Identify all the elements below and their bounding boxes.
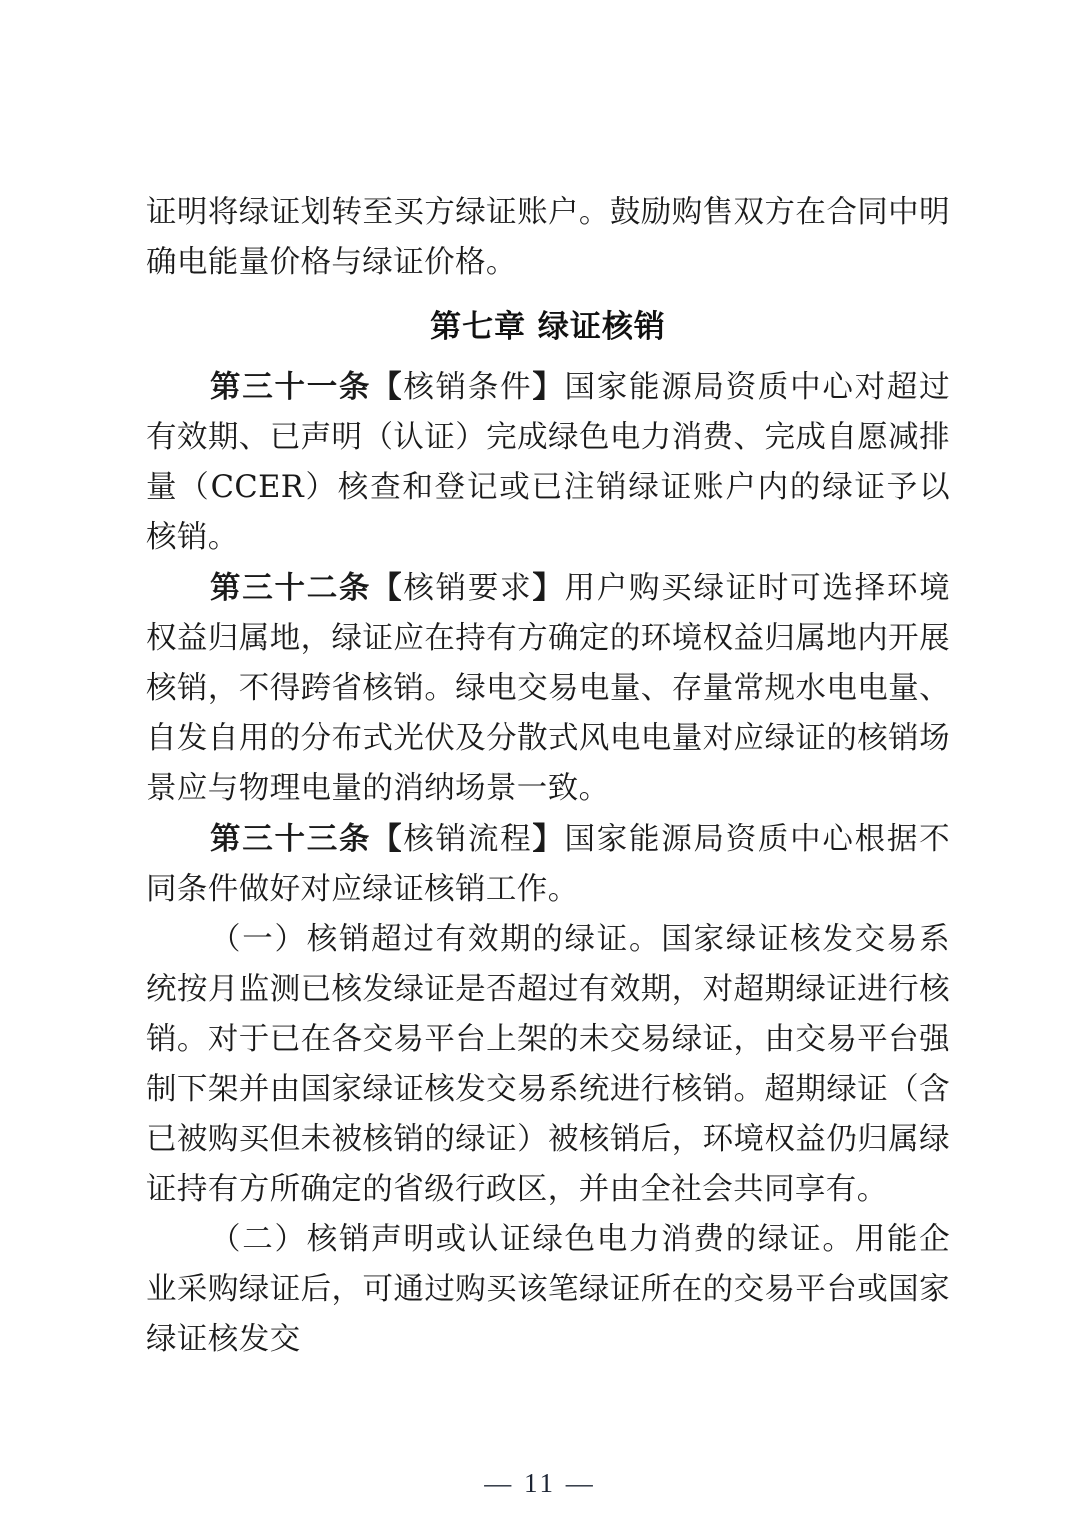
article-body-32: 用户购买绿证时可选择环境权益归属地，绿证应在持有方确定的环境权益归属地内开展核销，不得跨省核销。绿电交易电量、存量常规水电电量、自发自用的分布式光伏及分散式风电电量对应绿证的核销场景应与物理电量的消纳场景一致。 bbox=[146, 571, 950, 806]
article-bracket-open-31: 【 bbox=[371, 369, 404, 405]
article-bracket-open-32: 【 bbox=[371, 570, 404, 606]
page-number: — 11 — bbox=[484, 1468, 596, 1498]
list-item-body-1: 核销超过有效期的绿证。国家绿证核发交易系统按月监测已核发绿证是否超过有效期，对超期绿证进行核销。对于已在各交易平台上架的未交易绿证，由交易平台强制下架并由国家绿证核发交易系统进行核销。超期绿证（含已被购买但未被核销的绿证）被核销后，环境权益仍归属绿证持有方所确定的省级行政区，并由全社会共同享有。 bbox=[146, 922, 951, 1207]
list-item-body-2: 核销声明或认证绿色电力消费的绿证。用能企业采购绿证后，可通过购买该笔绿证所在的交易平台或国家绿证核发交 bbox=[146, 1222, 951, 1357]
article-paragraph-33 bbox=[146, 814, 950, 915]
article-body-33: 国家能源局资质中心根据不同条件做好对应绿证核销工作。 bbox=[146, 822, 950, 907]
article-bracket-title-31: 核销条件 bbox=[403, 370, 533, 405]
article-bracket-title-32: 核销要求 bbox=[403, 571, 533, 606]
article-paragraph-32 bbox=[146, 563, 950, 814]
list-item-marker-1: （一） bbox=[210, 922, 307, 957]
article-bracket-close-31: 】 bbox=[532, 369, 565, 405]
list-item-marker-2: （二） bbox=[210, 1222, 307, 1257]
article-number-33: 第三十三条 bbox=[210, 821, 372, 857]
article-number-31: 第三十一条 bbox=[210, 369, 372, 405]
page-content bbox=[146, 188, 950, 1365]
article-bracket-open-33: 【 bbox=[371, 821, 404, 857]
article-body-31: 国家能源局资质中心对超过有效期、已声明（认证）完成绿色电力消费、完成自愿减排量（CCER）核查和登记或已注销绿证账户内的绿证予以核销。 bbox=[146, 370, 950, 555]
list-item-1 bbox=[146, 915, 950, 1215]
article-paragraph-31 bbox=[146, 362, 950, 563]
list-item-2 bbox=[146, 1215, 950, 1365]
article-bracket-title-33: 核销流程 bbox=[403, 822, 533, 857]
continued-paragraph: 证明将绿证划转至买方绿证账户。鼓励购售双方在合同中明确电能量价格与绿证价格。 bbox=[146, 195, 950, 280]
chapter-heading: 第七章 绿证核销 bbox=[430, 309, 666, 345]
article-bracket-close-33: 】 bbox=[532, 821, 565, 857]
article-number-32: 第三十二条 bbox=[210, 570, 372, 606]
article-bracket-close-32: 】 bbox=[532, 570, 565, 606]
